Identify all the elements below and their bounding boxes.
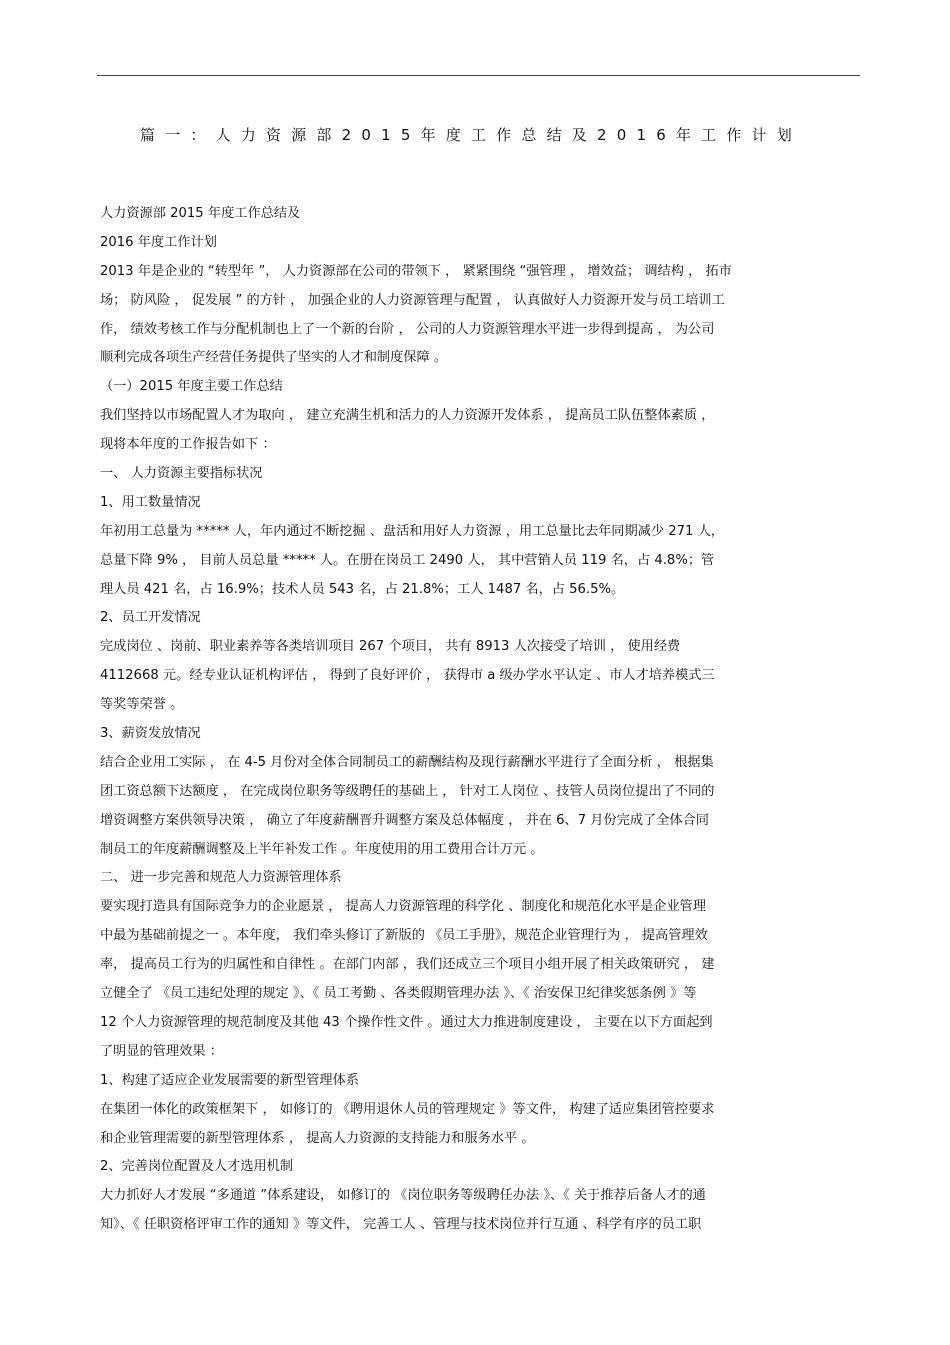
body-line: 1、构建了适应企业发展需要的新型管理体系 xyxy=(100,1072,359,1088)
body-line: 12 个人力资源管理的规范制度及其他 43 个操作性文件 。通过大力推进制度建设 ， 主要在以下方面起到 xyxy=(100,1014,713,1030)
body-line: 顺利完成各项生产经营任务提供了坚实的人才和制度保障 。 xyxy=(100,350,448,366)
body-line: 等奖等荣誉 。 xyxy=(100,697,184,713)
body-line: 二、 进一步完善和规范人力资源管理体系 xyxy=(100,870,342,886)
body-line: 和企业管理需要的新型管理体系 ， 提高人力资源的支持能力和服务水平 。 xyxy=(100,1130,535,1146)
body-line: 增资调整方案供领导决策 ， 确立了年度薪酬晋升调整方案及总体幅度 ， 并在 6、7 月份完成了全体合同 xyxy=(100,812,709,828)
body-line: 我们坚持以市场配置人才为取向 ， 建立充满生机和活力的人力资源开发体系 ， 提高员工队伍整体素质 ， xyxy=(100,408,715,424)
document-body xyxy=(100,200,860,1240)
body-line: 要实现打造具有国际竞争力的企业愿景 ， 提高人力资源管理的科学化 、制度化和规范化水平是企业管理 xyxy=(100,899,707,915)
body-line: 一、 人力资源主要指标状况 xyxy=(100,466,263,482)
document-title: 篇一：人力资源部2015年度工作总结及2016年工作计划 xyxy=(140,126,802,144)
header-rule xyxy=(97,75,860,76)
body-line: 2016 年度工作计划 xyxy=(100,234,217,250)
body-line: 理人员 421 名，占 16.9%；技术人员 543 名，占 21.8%；工人 1487 名，占 56.5%。 xyxy=(100,581,625,597)
body-line: 团工资总额下达额度 ， 在完成岗位职务等级聘任的基础上 ， 针对工人岗位 、技管人员岗位提出了不同的 xyxy=(100,783,715,799)
body-line: 1、用工数量情况 xyxy=(100,494,201,510)
body-line: 年初用工总量为 ***** 人，年内通过不断挖掘 、盘活和用好人力资源 ，用工总量比去年同期减少 271 人， xyxy=(100,523,724,539)
body-line: 大力抓好人才发展 “多通道 ”体系建设， 如修订的 《岗位职务等级聘任办法 》、《 关于推荐后备人才的通 xyxy=(100,1188,706,1204)
body-line: 人力资源部 2015 年度工作总结及 xyxy=(100,206,301,221)
body-line: 制员工的年度薪酬调整及上半年补发工作 。年度使用的用工费用合计万元 。 xyxy=(100,841,544,857)
body-line: 知》、《 任职资格评审工作的通知 》等文件， 完善工人 、管理与技术岗位并行互通 、科学有序的员工职 xyxy=(100,1217,702,1233)
body-line: 了明显的管理效果 ： xyxy=(100,1043,223,1059)
body-line: 率， 提高员工行为的归属性和自律性 。在部门内部 ，我们还成立三个项目小组开展了相关政策研究 ， 建 xyxy=(100,957,715,973)
body-line: 中最为基础前提之一 。本年度， 我们牵头修订了新版的 《员工手册》，规范企业管理行为 ， 提高管理效 xyxy=(100,928,708,944)
body-line: 完成岗位 、岗前、职业素养等各类培训项目 267 个项目， 共有 8913 人次接受了培训 ， 使用经费 xyxy=(100,639,681,655)
body-line: 2013 年是企业的 “转型年 ”， 人力资源部在公司的带领下 ， 紧紧围绕 “强管理 ， 增效益； 调结构 ， 拓市 xyxy=(100,263,732,279)
body-line: 结合企业用工实际 ， 在 4-5 月份对全体合同制员工的薪酬结构及现行薪酬水平进行了全面分析 ， 根据集 xyxy=(100,754,714,770)
body-line: 作， 绩效考核工作与分配机制也上了一个新的台阶 ， 公司的人力资源管理水平进一步得到提高 ， 为公司 xyxy=(100,321,715,337)
body-line: 2、员工开发情况 xyxy=(100,610,201,626)
body-line: 在集团一体化的政策框架下 ， 如修订的 《聘用退休人员的管理规定 》等文件， 构建了适应集团管控要求 xyxy=(100,1101,715,1117)
body-line: （一）2015 年度主要工作总结 xyxy=(100,379,283,395)
body-line: 总量下降 9% ， 目前人员总量 ***** 人。在册在岗员工 2490 人， 其中营销人员 119 名，占 4.8%；管 xyxy=(100,552,715,568)
body-line: 3、薪资发放情况 xyxy=(100,726,201,742)
body-line: 场； 防风险 ， 促发展 ” 的方针 ， 加强企业的人力资源管理与配置 ， 认真做好人力资源开发与员工培训工 xyxy=(100,292,725,308)
body-line: 4112668 元。经专业认证机构评估 ， 得到了良好评价 ， 获得市 a 级办学水平认定 、市人才培养模式三 xyxy=(100,668,715,684)
body-line: 立健全了 《员工违纪处理的规定 》、《 员工考勤 、各类假期管理办法 》、《 治安保卫纪律奖惩条例 》等 xyxy=(100,986,697,1002)
body-line: 现将本年度的工作报告如下 ： xyxy=(100,437,276,453)
body-line: 2、完善岗位配置及人才选用机制 xyxy=(100,1159,294,1175)
